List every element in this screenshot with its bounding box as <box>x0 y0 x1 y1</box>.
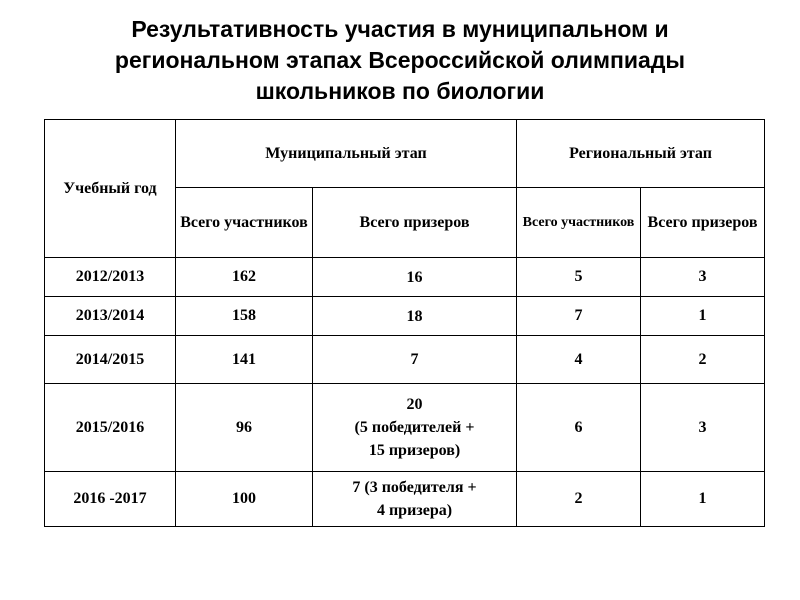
cell-municipal-total: 96 <box>176 384 313 472</box>
title-line-1: Результативность участия в муниципальном и <box>131 16 669 42</box>
table-row <box>45 472 765 527</box>
cell-regional-prize: 3 <box>641 258 765 297</box>
table-row <box>45 384 765 472</box>
header-regional-stage: Региональный этап <box>517 120 765 188</box>
cell-municipal-total: 141 <box>176 336 313 384</box>
header-municipal-total: Всего участников <box>176 188 313 258</box>
cell-municipal-prize-line: 4 призера) <box>376 502 453 519</box>
table-row <box>45 336 765 384</box>
header-regional-prize: Всего призеров <box>641 188 765 258</box>
cell-municipal-prize-line: 15 призеров) <box>368 442 461 459</box>
cell-municipal-prize-line: 7 <box>410 351 419 368</box>
cell-municipal-total: 162 <box>176 258 313 297</box>
page-title <box>40 14 760 107</box>
cell-regional-total: 5 <box>517 258 641 297</box>
cell-year: 2014/2015 <box>45 336 176 384</box>
cell-municipal-prize-line: (5 победителей + <box>354 419 475 436</box>
cell-year: 2016 -2017 <box>45 472 176 527</box>
cell-regional-prize: 3 <box>641 384 765 472</box>
header-year: Учебный год <box>45 120 176 258</box>
title-line-3: школьников по биологии <box>255 78 545 104</box>
cell-year: 2012/2013 <box>45 258 176 297</box>
cell-regional-total: 7 <box>517 297 641 336</box>
cell-regional-total: 2 <box>517 472 641 527</box>
cell-municipal-prize <box>313 472 517 527</box>
cell-regional-total: 6 <box>517 384 641 472</box>
cell-municipal-total: 158 <box>176 297 313 336</box>
cell-municipal-prize <box>313 258 517 297</box>
cell-regional-prize: 2 <box>641 336 765 384</box>
cell-year: 2013/2014 <box>45 297 176 336</box>
cell-municipal-prize <box>313 384 517 472</box>
cell-municipal-prize-line: 18 <box>406 307 423 325</box>
cell-municipal-prize <box>313 297 517 336</box>
header-regional-total: Всего участников <box>517 188 641 258</box>
olympiad-results-table <box>44 119 765 527</box>
cell-municipal-prize-line: 7 (3 победителя + <box>352 479 477 496</box>
cell-municipal-prize-line: 20 <box>406 396 423 413</box>
header-municipal-stage: Муниципальный этап <box>176 120 517 188</box>
cell-regional-prize: 1 <box>641 297 765 336</box>
header-municipal-prize: Всего призеров <box>313 188 517 258</box>
table-row <box>45 297 765 336</box>
header-row-stages <box>45 120 765 188</box>
table-body <box>45 258 765 527</box>
cell-regional-prize: 1 <box>641 472 765 527</box>
cell-municipal-total: 100 <box>176 472 313 527</box>
cell-year: 2015/2016 <box>45 384 176 472</box>
title-line-2: региональном этапах Всероссийской олимпиады <box>114 47 686 73</box>
table-row <box>45 258 765 297</box>
cell-regional-total: 4 <box>517 336 641 384</box>
cell-municipal-prize <box>313 336 517 384</box>
cell-municipal-prize-line: 16 <box>406 268 423 286</box>
